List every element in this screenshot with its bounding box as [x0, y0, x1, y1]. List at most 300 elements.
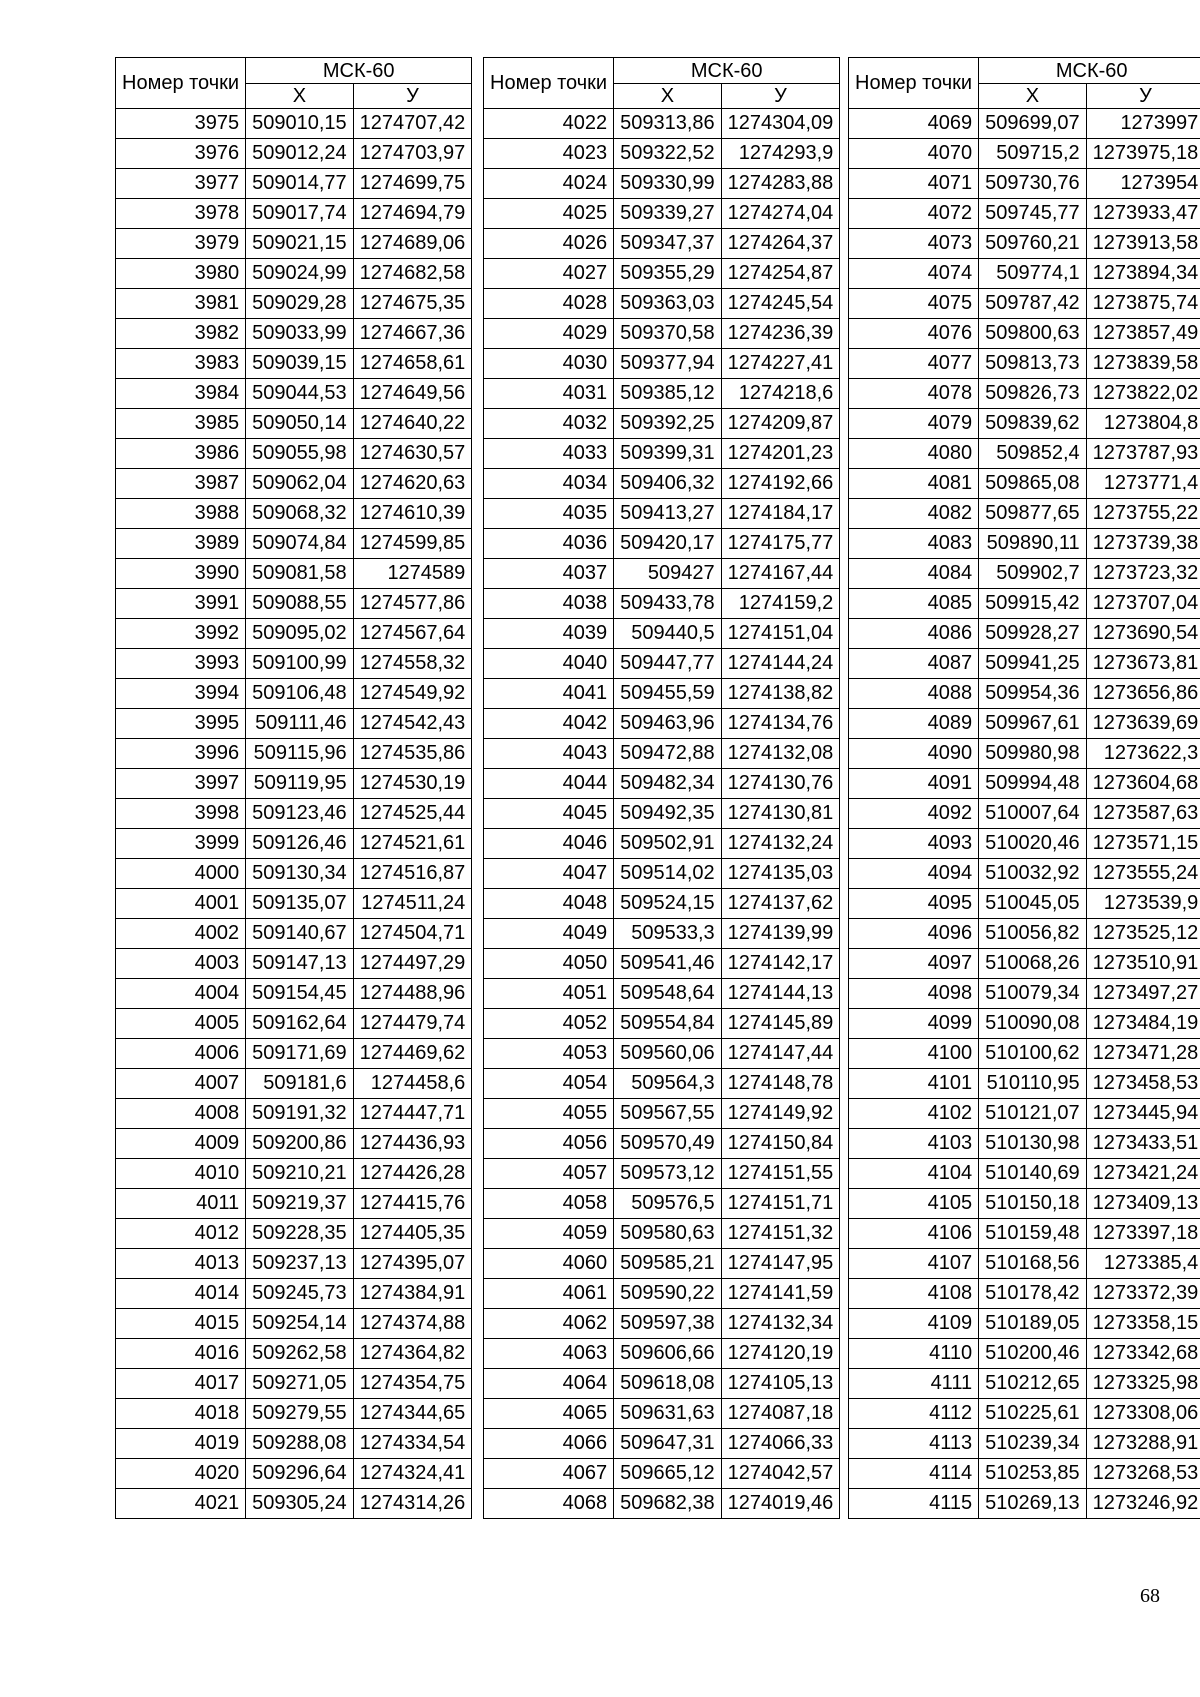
y-coordinate-cell: 1273822,02: [1086, 379, 1200, 409]
table-body: [484, 109, 840, 1519]
y-coordinate-cell: 1274324,41: [353, 1459, 472, 1489]
y-coordinate-cell: 1274138,82: [721, 679, 840, 709]
table-row: [484, 199, 840, 229]
table-row: [116, 1159, 472, 1189]
table-row: [849, 1189, 1200, 1219]
point-number-cell: 3995: [116, 709, 246, 739]
table-row: [116, 619, 472, 649]
y-coordinate-cell: 1274682,58: [353, 259, 472, 289]
point-number-cell: 4095: [849, 889, 979, 919]
x-coordinate-cell: 509463,96: [614, 709, 722, 739]
x-coordinate-cell: 509606,66: [614, 1339, 722, 1369]
point-number-cell: 4046: [484, 829, 614, 859]
x-coordinate-cell: 509062,04: [246, 469, 354, 499]
y-coordinate-cell: 1273997: [1086, 109, 1200, 139]
x-coordinate-cell: 509012,24: [246, 139, 354, 169]
point-number-cell: 3996: [116, 739, 246, 769]
table-row: [849, 199, 1200, 229]
table-row: [849, 949, 1200, 979]
y-coordinate-cell: 1273804,8: [1086, 409, 1200, 439]
x-coordinate-cell: 509154,45: [246, 979, 354, 1009]
x-coordinate-cell: 510056,82: [979, 919, 1087, 949]
table-row: [484, 889, 840, 919]
table-row: [849, 919, 1200, 949]
x-coordinate-cell: 509573,12: [614, 1159, 722, 1189]
x-column-header: Х: [979, 84, 1087, 109]
x-coordinate-cell: 509191,32: [246, 1099, 354, 1129]
table-row: [849, 1129, 1200, 1159]
y-coordinate-cell: 1273913,58: [1086, 229, 1200, 259]
table-row: [849, 859, 1200, 889]
table-row: [116, 109, 472, 139]
table-row: [484, 1189, 840, 1219]
point-number-cell: 3978: [116, 199, 246, 229]
x-coordinate-cell: 509406,32: [614, 469, 722, 499]
table-row: [116, 349, 472, 379]
table-row: [484, 1429, 840, 1459]
y-coordinate-cell: 1274042,57: [721, 1459, 840, 1489]
point-number-cell: 3999: [116, 829, 246, 859]
x-coordinate-cell: 509492,35: [614, 799, 722, 829]
x-coordinate-cell: 509219,37: [246, 1189, 354, 1219]
x-coordinate-cell: 509288,08: [246, 1429, 354, 1459]
x-coordinate-cell: 509941,25: [979, 649, 1087, 679]
point-number-cell: 4010: [116, 1159, 246, 1189]
x-coordinate-cell: 509081,58: [246, 559, 354, 589]
x-coordinate-cell: 509564,3: [614, 1069, 722, 1099]
point-number-cell: 4081: [849, 469, 979, 499]
y-coordinate-cell: 1273372,39: [1086, 1279, 1200, 1309]
y-coordinate-cell: 1273656,86: [1086, 679, 1200, 709]
table-row: [116, 499, 472, 529]
point-number-cell: 4040: [484, 649, 614, 679]
x-coordinate-cell: 509570,49: [614, 1129, 722, 1159]
x-coordinate-cell: 509682,38: [614, 1489, 722, 1519]
coordinates-table-2: [483, 57, 840, 1519]
point-number-cell: 4054: [484, 1069, 614, 1099]
point-number-cell: 4059: [484, 1219, 614, 1249]
table-row: [849, 799, 1200, 829]
point-number-cell: 4023: [484, 139, 614, 169]
point-number-cell: 3989: [116, 529, 246, 559]
y-coordinate-cell: 1274236,39: [721, 319, 840, 349]
point-number-cell: 4078: [849, 379, 979, 409]
point-number-cell: 3994: [116, 679, 246, 709]
point-number-cell: 4072: [849, 199, 979, 229]
x-coordinate-cell: 509363,03: [614, 289, 722, 319]
point-number-cell: 4089: [849, 709, 979, 739]
table-row: [484, 1489, 840, 1519]
y-coordinate-cell: 1273484,19: [1086, 1009, 1200, 1039]
x-coordinate-cell: 509245,73: [246, 1279, 354, 1309]
point-number-cell: 4048: [484, 889, 614, 919]
point-number-cell: 4074: [849, 259, 979, 289]
table-row: [484, 139, 840, 169]
point-number-cell: 3985: [116, 409, 246, 439]
point-number-cell: 3990: [116, 559, 246, 589]
point-number-cell: 4008: [116, 1099, 246, 1129]
x-coordinate-cell: 509447,77: [614, 649, 722, 679]
y-coordinate-cell: 1274334,54: [353, 1429, 472, 1459]
x-coordinate-cell: 510253,85: [979, 1459, 1087, 1489]
x-coordinate-cell: 509271,05: [246, 1369, 354, 1399]
table-row: [116, 1399, 472, 1429]
point-number-cell: 4020: [116, 1459, 246, 1489]
table-row: [849, 739, 1200, 769]
x-coordinate-cell: 509111,46: [246, 709, 354, 739]
x-coordinate-cell: 509618,08: [614, 1369, 722, 1399]
point-number-cell: 4101: [849, 1069, 979, 1099]
x-coordinate-cell: 509915,42: [979, 589, 1087, 619]
point-number-cell: 4056: [484, 1129, 614, 1159]
table-row: [849, 1339, 1200, 1369]
point-number-cell: 3986: [116, 439, 246, 469]
x-coordinate-cell: 509044,53: [246, 379, 354, 409]
point-number-cell: 4097: [849, 949, 979, 979]
coord-system-header: МСК-60: [246, 58, 472, 84]
x-coordinate-cell: 510150,18: [979, 1189, 1087, 1219]
table-row: [116, 1459, 472, 1489]
x-coordinate-cell: 509033,99: [246, 319, 354, 349]
y-coordinate-cell: 1274405,35: [353, 1219, 472, 1249]
point-number-cell: 4033: [484, 439, 614, 469]
point-number-cell: 4105: [849, 1189, 979, 1219]
table-row: [484, 1219, 840, 1249]
point-number-cell: 4026: [484, 229, 614, 259]
y-coordinate-cell: 1274144,24: [721, 649, 840, 679]
y-coordinate-cell: 1274599,85: [353, 529, 472, 559]
x-coordinate-cell: 509126,46: [246, 829, 354, 859]
table-row: [116, 289, 472, 319]
point-number-cell: 4019: [116, 1429, 246, 1459]
table-row: [116, 1219, 472, 1249]
x-coordinate-cell: 510189,05: [979, 1309, 1087, 1339]
table-row: [116, 919, 472, 949]
y-coordinate-cell: 1274689,06: [353, 229, 472, 259]
table-row: [116, 679, 472, 709]
x-coordinate-cell: 510068,26: [979, 949, 1087, 979]
y-coordinate-cell: 1273458,53: [1086, 1069, 1200, 1099]
point-number-cell: 4092: [849, 799, 979, 829]
point-number-cell: 4039: [484, 619, 614, 649]
table-row: [484, 649, 840, 679]
table-row: [116, 559, 472, 589]
point-number-cell: 4090: [849, 739, 979, 769]
y-coordinate-cell: 1274184,17: [721, 499, 840, 529]
y-coordinate-cell: 1273755,22: [1086, 499, 1200, 529]
point-number-cell: 4041: [484, 679, 614, 709]
y-coordinate-cell: 1274201,23: [721, 439, 840, 469]
table-row: [116, 739, 472, 769]
point-number-cell: 4027: [484, 259, 614, 289]
x-coordinate-cell: 510212,65: [979, 1369, 1087, 1399]
y-coordinate-cell: 1274137,62: [721, 889, 840, 919]
table-row: [116, 229, 472, 259]
x-coordinate-cell: 509877,65: [979, 499, 1087, 529]
x-coordinate-cell: 509554,84: [614, 1009, 722, 1039]
x-coordinate-cell: 509928,27: [979, 619, 1087, 649]
table-row: [849, 1459, 1200, 1489]
table-row: [116, 379, 472, 409]
y-coordinate-cell: 1274145,89: [721, 1009, 840, 1039]
x-coordinate-cell: 510045,05: [979, 889, 1087, 919]
point-number-cell: 4002: [116, 919, 246, 949]
table-row: [849, 169, 1200, 199]
table-row: [484, 709, 840, 739]
x-coordinate-cell: 509055,98: [246, 439, 354, 469]
y-coordinate-cell: 1273555,24: [1086, 859, 1200, 889]
x-coordinate-cell: 509322,52: [614, 139, 722, 169]
table-row: [849, 1099, 1200, 1129]
table-row: [484, 979, 840, 1009]
y-coordinate-cell: 1274293,9: [721, 139, 840, 169]
table-row: [484, 679, 840, 709]
y-coordinate-cell: 1273445,94: [1086, 1099, 1200, 1129]
point-number-cell: 4103: [849, 1129, 979, 1159]
point-number-cell: 4018: [116, 1399, 246, 1429]
y-coordinate-cell: 1273787,93: [1086, 439, 1200, 469]
point-number-cell: 4063: [484, 1339, 614, 1369]
point-number-cell: 3988: [116, 499, 246, 529]
y-coordinate-cell: 1274149,92: [721, 1099, 840, 1129]
y-column-header: У: [1086, 84, 1200, 109]
table-row: [116, 1189, 472, 1219]
y-coordinate-cell: 1274142,17: [721, 949, 840, 979]
x-coordinate-cell: 509580,63: [614, 1219, 722, 1249]
y-coordinate-cell: 1274640,22: [353, 409, 472, 439]
table-row: [484, 919, 840, 949]
x-coordinate-cell: 509147,13: [246, 949, 354, 979]
table-row: [116, 709, 472, 739]
point-number-cell: 4077: [849, 349, 979, 379]
table-row: [116, 949, 472, 979]
y-coordinate-cell: 1274649,56: [353, 379, 472, 409]
table-row: [116, 1129, 472, 1159]
y-coordinate-cell: 1273723,32: [1086, 559, 1200, 589]
x-coordinate-cell: 509745,77: [979, 199, 1087, 229]
x-coordinate-cell: 509590,22: [614, 1279, 722, 1309]
x-coordinate-cell: 509774,1: [979, 259, 1087, 289]
point-number-cell: 4042: [484, 709, 614, 739]
point-number-header: Номер точки: [849, 58, 979, 109]
point-number-cell: 3993: [116, 649, 246, 679]
point-number-cell: 4112: [849, 1399, 979, 1429]
y-coordinate-cell: 1274147,95: [721, 1249, 840, 1279]
x-coordinate-cell: 509576,5: [614, 1189, 722, 1219]
point-number-cell: 4079: [849, 409, 979, 439]
point-number-cell: 4031: [484, 379, 614, 409]
x-coordinate-cell: 509279,55: [246, 1399, 354, 1429]
point-number-cell: 4007: [116, 1069, 246, 1099]
coordinates-table-1: [115, 57, 472, 1519]
x-coordinate-cell: 509524,15: [614, 889, 722, 919]
table-row: [849, 1159, 1200, 1189]
y-coordinate-cell: 1274620,63: [353, 469, 472, 499]
y-coordinate-cell: 1274630,57: [353, 439, 472, 469]
table-row: [849, 289, 1200, 319]
table-row: [116, 529, 472, 559]
x-coordinate-cell: 509123,46: [246, 799, 354, 829]
point-number-cell: 4037: [484, 559, 614, 589]
point-number-cell: 4108: [849, 1279, 979, 1309]
point-number-header: Номер точки: [484, 58, 614, 109]
y-coordinate-cell: 1274150,84: [721, 1129, 840, 1159]
table-row: [849, 499, 1200, 529]
x-coordinate-cell: 510121,07: [979, 1099, 1087, 1129]
x-coordinate-cell: 509647,31: [614, 1429, 722, 1459]
x-coordinate-cell: 510178,42: [979, 1279, 1087, 1309]
point-number-cell: 4030: [484, 349, 614, 379]
y-coordinate-cell: 1274019,46: [721, 1489, 840, 1519]
y-coordinate-cell: 1273571,15: [1086, 829, 1200, 859]
point-number-cell: 4110: [849, 1339, 979, 1369]
table-row: [484, 1309, 840, 1339]
y-coordinate-cell: 1274159,2: [721, 589, 840, 619]
point-number-cell: 4064: [484, 1369, 614, 1399]
table-row: [484, 589, 840, 619]
table-row: [484, 229, 840, 259]
x-coordinate-cell: 509237,13: [246, 1249, 354, 1279]
y-coordinate-cell: 1274497,29: [353, 949, 472, 979]
table-row: [116, 259, 472, 289]
point-number-cell: 4045: [484, 799, 614, 829]
y-coordinate-cell: 1274264,37: [721, 229, 840, 259]
table-row: [484, 1039, 840, 1069]
table-row: [849, 259, 1200, 289]
y-coordinate-cell: 1274567,64: [353, 619, 472, 649]
y-coordinate-cell: 1273409,13: [1086, 1189, 1200, 1219]
x-coordinate-cell: 510020,46: [979, 829, 1087, 859]
table-row: [484, 259, 840, 289]
point-number-cell: 4094: [849, 859, 979, 889]
y-coordinate-cell: 1274209,87: [721, 409, 840, 439]
point-number-cell: 3983: [116, 349, 246, 379]
table-row: [849, 1399, 1200, 1429]
y-coordinate-cell: 1274120,19: [721, 1339, 840, 1369]
table-row: [849, 649, 1200, 679]
y-coordinate-cell: 1274141,59: [721, 1279, 840, 1309]
table-row: [116, 169, 472, 199]
point-number-cell: 4075: [849, 289, 979, 319]
table-row: [484, 1279, 840, 1309]
y-coordinate-cell: 1274542,43: [353, 709, 472, 739]
point-number-cell: 3975: [116, 109, 246, 139]
table-row: [849, 1369, 1200, 1399]
x-coordinate-cell: 509068,32: [246, 499, 354, 529]
x-coordinate-cell: 510269,13: [979, 1489, 1087, 1519]
point-number-cell: 4009: [116, 1129, 246, 1159]
y-coordinate-cell: 1274274,04: [721, 199, 840, 229]
point-number-cell: 3984: [116, 379, 246, 409]
point-number-cell: 4032: [484, 409, 614, 439]
y-coordinate-cell: 1273771,4: [1086, 469, 1200, 499]
point-number-cell: 4087: [849, 649, 979, 679]
x-column-header: Х: [614, 84, 722, 109]
x-coordinate-cell: 510032,92: [979, 859, 1087, 889]
x-coordinate-cell: 509699,07: [979, 109, 1087, 139]
x-coordinate-cell: 509130,34: [246, 859, 354, 889]
x-coordinate-cell: 510100,62: [979, 1039, 1087, 1069]
x-coordinate-cell: 509377,94: [614, 349, 722, 379]
x-coordinate-cell: 510140,69: [979, 1159, 1087, 1189]
point-number-cell: 4050: [484, 949, 614, 979]
table-row: [849, 109, 1200, 139]
point-number-cell: 3997: [116, 769, 246, 799]
x-coordinate-cell: 509472,88: [614, 739, 722, 769]
table-row: [484, 859, 840, 889]
point-number-cell: 4036: [484, 529, 614, 559]
y-coordinate-cell: 1274354,75: [353, 1369, 472, 1399]
x-coordinate-cell: 509392,25: [614, 409, 722, 439]
table-row: [484, 559, 840, 589]
point-number-cell: 4003: [116, 949, 246, 979]
table-row: [849, 139, 1200, 169]
point-number-cell: 4107: [849, 1249, 979, 1279]
y-coordinate-cell: 1274577,86: [353, 589, 472, 619]
point-number-cell: 4058: [484, 1189, 614, 1219]
table-row: [116, 1429, 472, 1459]
point-number-cell: 3987: [116, 469, 246, 499]
point-number-cell: 3991: [116, 589, 246, 619]
y-coordinate-cell: 1274135,03: [721, 859, 840, 889]
point-number-cell: 4099: [849, 1009, 979, 1039]
y-coordinate-cell: 1273497,27: [1086, 979, 1200, 1009]
point-number-cell: 4098: [849, 979, 979, 1009]
point-number-cell: 4034: [484, 469, 614, 499]
x-coordinate-cell: 509455,59: [614, 679, 722, 709]
y-coordinate-cell: 1274694,79: [353, 199, 472, 229]
y-coordinate-cell: 1274675,35: [353, 289, 472, 319]
table-row: [116, 1009, 472, 1039]
table-row: [484, 1339, 840, 1369]
x-coordinate-cell: 509330,99: [614, 169, 722, 199]
y-coordinate-cell: 1273894,34: [1086, 259, 1200, 289]
x-coordinate-cell: 510168,56: [979, 1249, 1087, 1279]
y-coordinate-cell: 1274130,76: [721, 769, 840, 799]
point-number-cell: 4006: [116, 1039, 246, 1069]
point-number-cell: 3979: [116, 229, 246, 259]
point-number-cell: 4069: [849, 109, 979, 139]
x-coordinate-cell: 509826,73: [979, 379, 1087, 409]
table-row: [484, 1369, 840, 1399]
coord-system-header: МСК-60: [979, 58, 1200, 84]
point-number-cell: 4001: [116, 889, 246, 919]
y-coordinate-cell: 1274151,55: [721, 1159, 840, 1189]
x-coordinate-cell: 509967,61: [979, 709, 1087, 739]
y-coordinate-cell: 1274511,24: [353, 889, 472, 919]
point-number-cell: 4073: [849, 229, 979, 259]
table-row: [116, 889, 472, 919]
table-row: [849, 469, 1200, 499]
y-coordinate-cell: 1274192,66: [721, 469, 840, 499]
point-number-cell: 4011: [116, 1189, 246, 1219]
y-coordinate-cell: 1274516,87: [353, 859, 472, 889]
y-coordinate-cell: 1274479,74: [353, 1009, 472, 1039]
point-number-cell: 4080: [849, 439, 979, 469]
y-coordinate-cell: 1274245,54: [721, 289, 840, 319]
x-coordinate-cell: 509135,07: [246, 889, 354, 919]
x-coordinate-cell: 509339,27: [614, 199, 722, 229]
y-coordinate-cell: 1274304,09: [721, 109, 840, 139]
point-number-cell: 4067: [484, 1459, 614, 1489]
table-row: [484, 1159, 840, 1189]
x-coordinate-cell: 510225,61: [979, 1399, 1087, 1429]
table-row: [849, 1309, 1200, 1339]
point-number-cell: 4004: [116, 979, 246, 1009]
y-coordinate-cell: 1273690,54: [1086, 619, 1200, 649]
y-coordinate-cell: 1274132,24: [721, 829, 840, 859]
table-row: [849, 1219, 1200, 1249]
